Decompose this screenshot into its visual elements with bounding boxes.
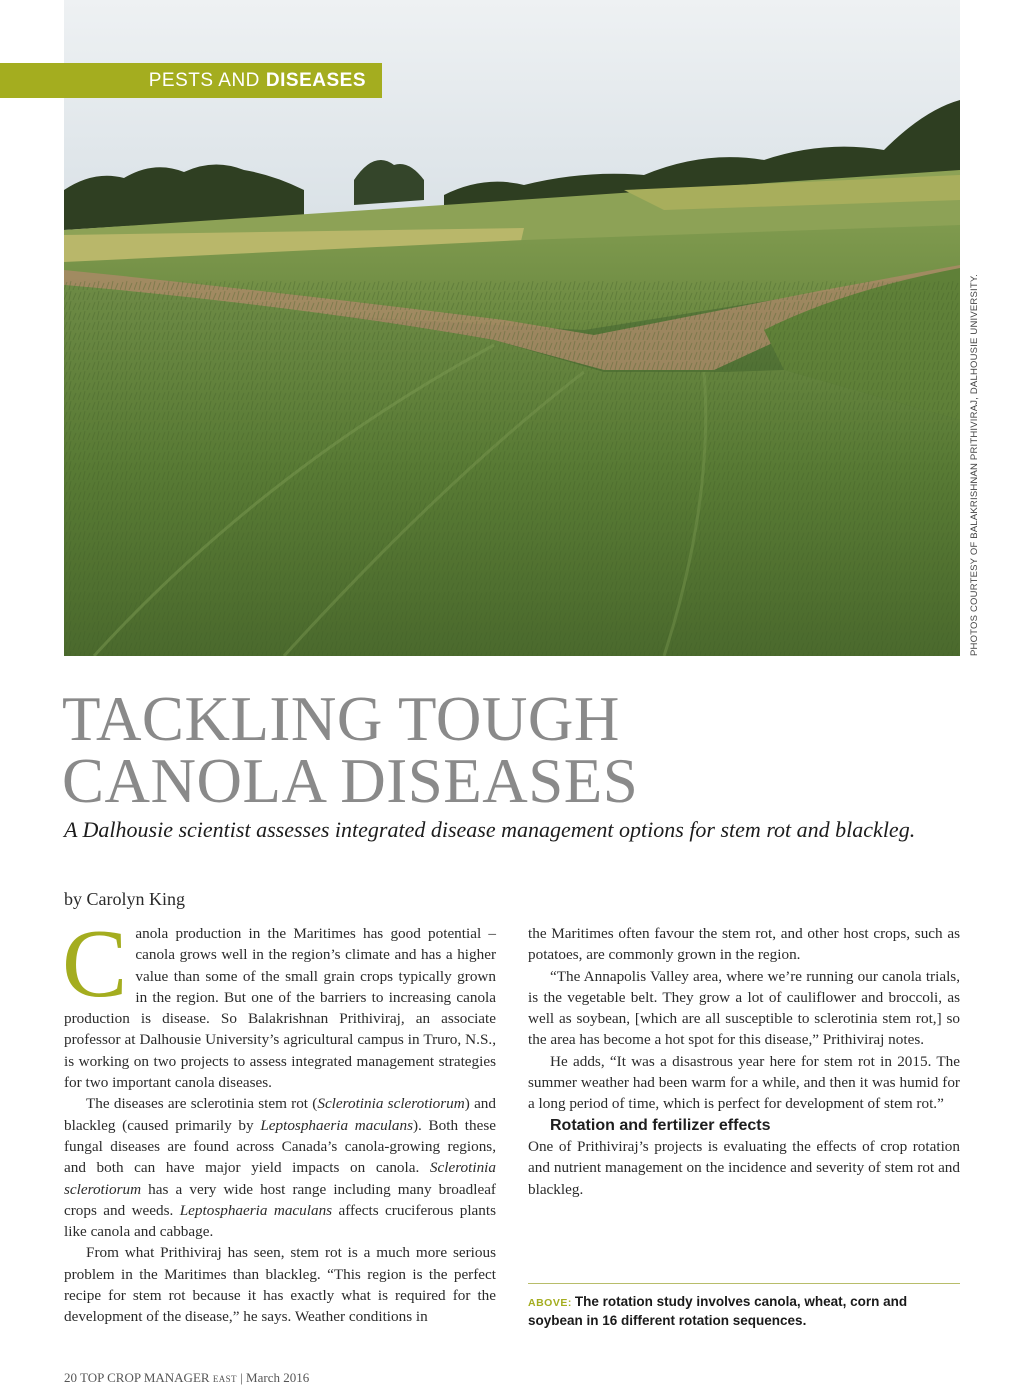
magazine-name: TOP CROP MANAGER	[80, 1370, 210, 1385]
section-tag-prefix: PESTS AND	[148, 69, 260, 91]
photo-credit: PHOTOS COURTESY OF BALAKRISHNAN PRITHIVIRAJ, DALHOUSIE UNIVERSITY.	[969, 273, 980, 656]
paragraph-6: He adds, “It was a disastrous year here for stem rot in 2015. The summer weather had been warm for a while, and then it was humid for a long period of time, which is perfect for development of stem rot.”	[528, 1052, 960, 1113]
headline-line-1: TACKLING TOUGH	[62, 684, 620, 754]
caption-text: The rotation study involves canola, wheat, corn and soybean in 16 different rotation sequences.	[528, 1294, 908, 1328]
p2-text-i: affects cruciferous plants like canola and cabbage.	[64, 1201, 497, 1241]
p2-text-g: has a very wide host range including many broadleaf crops and weeds.	[64, 1180, 496, 1219]
headline	[62, 684, 862, 816]
section-tag-emphasis: DISEASES	[265, 69, 366, 91]
p2-text-a: The diseases are sclerotinia stem rot (	[86, 1095, 318, 1113]
drop-cap: C	[62, 910, 128, 1018]
hero-photo	[64, 0, 960, 656]
byline: by Carolyn King	[64, 889, 185, 909]
paragraph-1	[62, 910, 496, 1093]
caption-label: ABOVE:	[528, 1297, 572, 1309]
page-number: 20	[64, 1370, 77, 1385]
p2-text-c: ) and blackleg (caused primarily by	[64, 1095, 496, 1134]
paragraph-1-text: anola production in the Maritimes has good potential – canola grows well in the region’s climate and has a higher value than some of the small grain crops typically grown in the region. But one of the barriers to increasing canola production is disease. So Balakrishnan Prithiviraj, an associate professor at Dalhousie University’s agricultural campus in Truro, N.S., is working on two projects to assess integrated management strategies for two important canola diseases.	[64, 925, 496, 1092]
headline-line-2: CANOLA DISEASES	[62, 746, 639, 816]
magazine-edition: EAST	[212, 1374, 237, 1384]
paragraph-4: the Maritimes often favour the stem rot, and other host crops, such as potatoes, are commonly grown in the region.	[528, 925, 960, 964]
paragraph-3: From what Prithiviraj has seen, stem rot is a much more serious problem in the Maritimes than blackleg. “This region is the perfect recipe for stem rot because it has exactly what is required for the development of the disease,” he says. Weather conditions in	[64, 1244, 496, 1326]
paragraph-5: “The Annapolis Valley area, where we’re running our canola trials, is the vegetable belt. They grow a lot of cauliflower and broccoli, as well as soybean, [which are all susceptible to sclerotinia stem rot,] so the area has become a hot spot for this disease,” Prithiviraj notes.	[528, 967, 960, 1049]
p2-text-e: ). Both these fungal diseases are found across Canada’s canola-growing regions, and both can have major yield impacts on canola.	[64, 1116, 496, 1177]
subhead: Rotation and fertilizer effects	[550, 1116, 771, 1134]
body-column-left	[62, 910, 497, 1328]
body-column-right	[528, 923, 960, 1200]
issue-date: March 2016	[246, 1370, 310, 1385]
p2-species-a: Sclerotinia sclerotiorum	[317, 1095, 465, 1113]
caption-divider	[528, 1283, 960, 1284]
photo-caption	[528, 1293, 960, 1330]
p2-species-d: Leptosphaeria maculans	[260, 1116, 413, 1134]
p2-species-h: Leptosphaeria maculans	[179, 1201, 333, 1219]
p2-species-f: Sclerotinia sclerotiorum	[64, 1159, 496, 1198]
paragraph-2	[64, 1093, 496, 1242]
page-footer	[64, 1370, 309, 1386]
section-tag	[0, 63, 382, 98]
field-illustration	[64, 0, 960, 656]
paragraph-7: One of Prithiviraj’s projects is evaluating the effects of crop rotation and nutrient management on the incidence and severity of stem rot and blackleg.	[528, 1137, 960, 1198]
footer-separator: |	[240, 1370, 243, 1385]
deck: A Dalhousie scientist assesses integrated disease management options for stem rot and blackleg.	[64, 817, 916, 842]
